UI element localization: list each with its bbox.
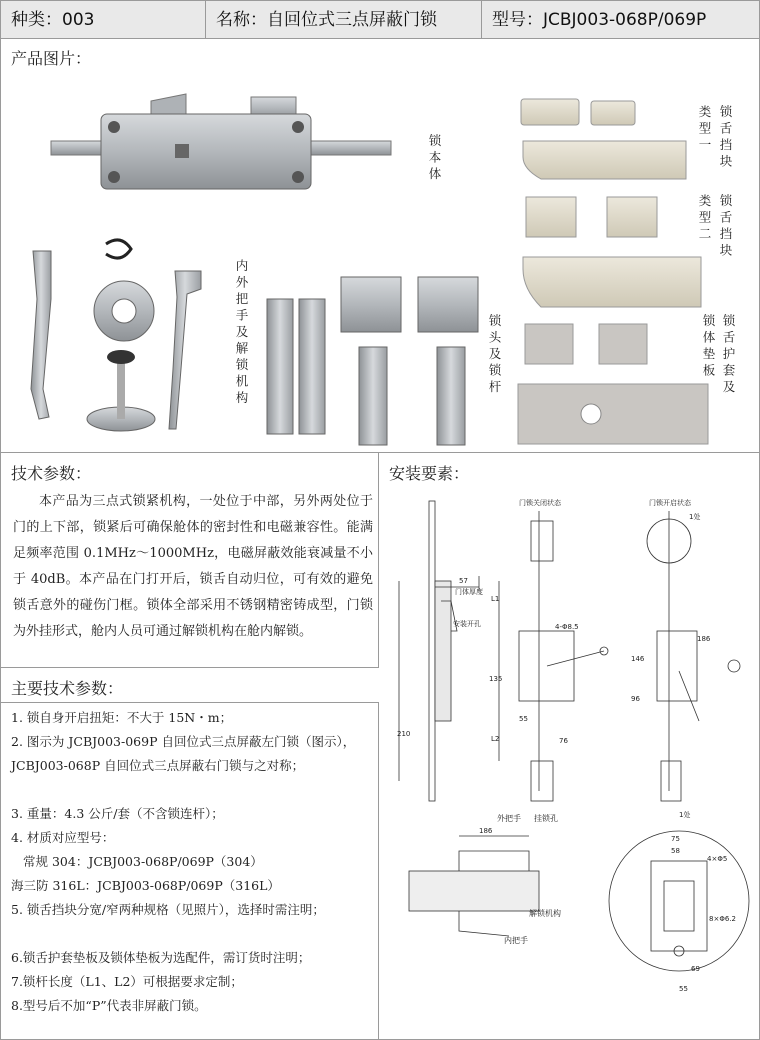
dim-58: 58 (671, 847, 680, 855)
open-state-label: 门锁开启状态 (649, 499, 691, 507)
photos-title: 产品图片： (11, 49, 92, 68)
product-name-cell: 名称：自回位式三点屏蔽门锁 (206, 1, 482, 39)
dim-97: 210 (397, 730, 411, 738)
left-column (1, 453, 379, 1040)
param-item-8: 8.型号后不加“P”代表非屏蔽门锁。 (11, 998, 207, 1013)
dim-96: 96 (631, 695, 640, 703)
dim-L2: L2 (491, 735, 500, 743)
dim-4x5: 4×Φ5 (707, 855, 728, 863)
install-section (379, 453, 759, 1040)
label-lock-body: 锁本体 (427, 134, 442, 184)
inner-handle-text: 内把手 (504, 936, 528, 945)
main-params-header (1, 667, 379, 703)
param-item-4b: 海三防 316L：JCBJ003-068P/069P（316L） (11, 878, 280, 893)
dim-76: 76 (559, 737, 568, 745)
dim-57: 57 (459, 577, 468, 585)
main-params-title: 主要技术参数： (11, 679, 124, 698)
param-item-7: 7.锁杆长度（L1、L2）可根据要求定制； (11, 974, 243, 989)
product-photos-illustration (1, 39, 759, 453)
dim-L1: L1 (491, 595, 500, 603)
param-item-1: 1. 锁自身开启扭矩：不大于 15N・m； (11, 710, 233, 725)
label-pad-a: 锁体垫板 (701, 314, 716, 380)
dim-phi: 4-Φ8.5 (555, 623, 579, 631)
label-type1-a: 类型一 (697, 105, 712, 155)
dim-55b: 55 (679, 985, 688, 993)
header-row (1, 1, 759, 39)
dim-75: 75 (671, 835, 680, 843)
dim-8x62: 8×Φ6.2 (709, 915, 736, 923)
dim-135: 135 (489, 675, 503, 683)
dim-186: 186 (697, 635, 711, 643)
closed-state-label: 门锁关闭状态 (519, 499, 561, 507)
dim-146: 146 (631, 655, 645, 663)
mount-hole-label: 安装开孔 (453, 620, 481, 628)
tongue-blocks-photo (518, 99, 708, 444)
dim-55: 55 (519, 715, 528, 723)
category-cell: 种类：003 (1, 1, 206, 39)
param-item-2: 2. 图示为 JCBJ003-069P 自回位式三点屏蔽左门锁（图示）， JCBJ003-068P 自回位式三点屏蔽右门锁与之对称； (11, 734, 356, 773)
param-item-4a: 常规 304：JCBJ003-068P/069P（304） (23, 854, 263, 869)
model-cell: 型号：JCBJ003-068P/069P (492, 10, 707, 30)
outer-handle-text: 外把手 (497, 814, 521, 823)
unlock-mech-text: 解锁机构 (529, 909, 561, 918)
label-handles: 内外把手及解锁机构 (234, 259, 249, 408)
lock-rods-photo (267, 277, 478, 445)
label-type2-a: 类型二 (697, 194, 712, 244)
product-photos-section (1, 39, 759, 453)
tech-title: 技术参数： (11, 464, 92, 483)
label-lock-head: 锁头及锁杆 (487, 314, 502, 397)
param-item-5: 5. 锁舌挡块分宽/窄两种规格（见照片），选择时需注明； (11, 902, 325, 917)
dim-186b: 186 (479, 827, 493, 835)
install-title: 安装要素： (389, 464, 470, 483)
door-thickness-label: 门体厚度 (455, 588, 483, 596)
dim-69: 69 (691, 965, 700, 973)
param-item-3: 3. 重量：4.3 公斤/套（不含锁连杆）； (11, 806, 224, 821)
label-pad-b: 锁舌护套及 (721, 314, 736, 397)
installation-drawing (379, 481, 759, 1040)
lock-body-photo (51, 94, 391, 189)
spot-detail-label: 1处 (679, 811, 691, 819)
handles-photo (31, 240, 201, 431)
param-item-4: 4. 材质对应型号： (11, 830, 115, 845)
label-type1-b: 锁舌挡块 (718, 105, 733, 171)
label-type2-b: 锁舌挡块 (718, 194, 733, 260)
hang-hole-text: 挂锁孔 (534, 814, 558, 823)
tech-body: 本产品为三点式锁紧机构，一处位于中部，另外两处位于门的上下部，锁紧后可确保舱体的密封性和电磁兼容性。能满足频率范围 0.1MHz～1000MHz，电磁屏蔽效能衰减量不小于 40dB。本产品在门打开后，锁舌自动归位，可有效的避免锁舌意外的碰伤门框。锁体全部采用不锈钢精密铸成型，门锁为外挂形式，舱内人员可通过解锁机构在舱内解锁。 (13, 494, 373, 639)
param-item-6: 6.锁舌护套垫板及锁体垫板为选配件，需订货时注明； (11, 950, 311, 965)
spot-label: 1处 (689, 513, 701, 521)
